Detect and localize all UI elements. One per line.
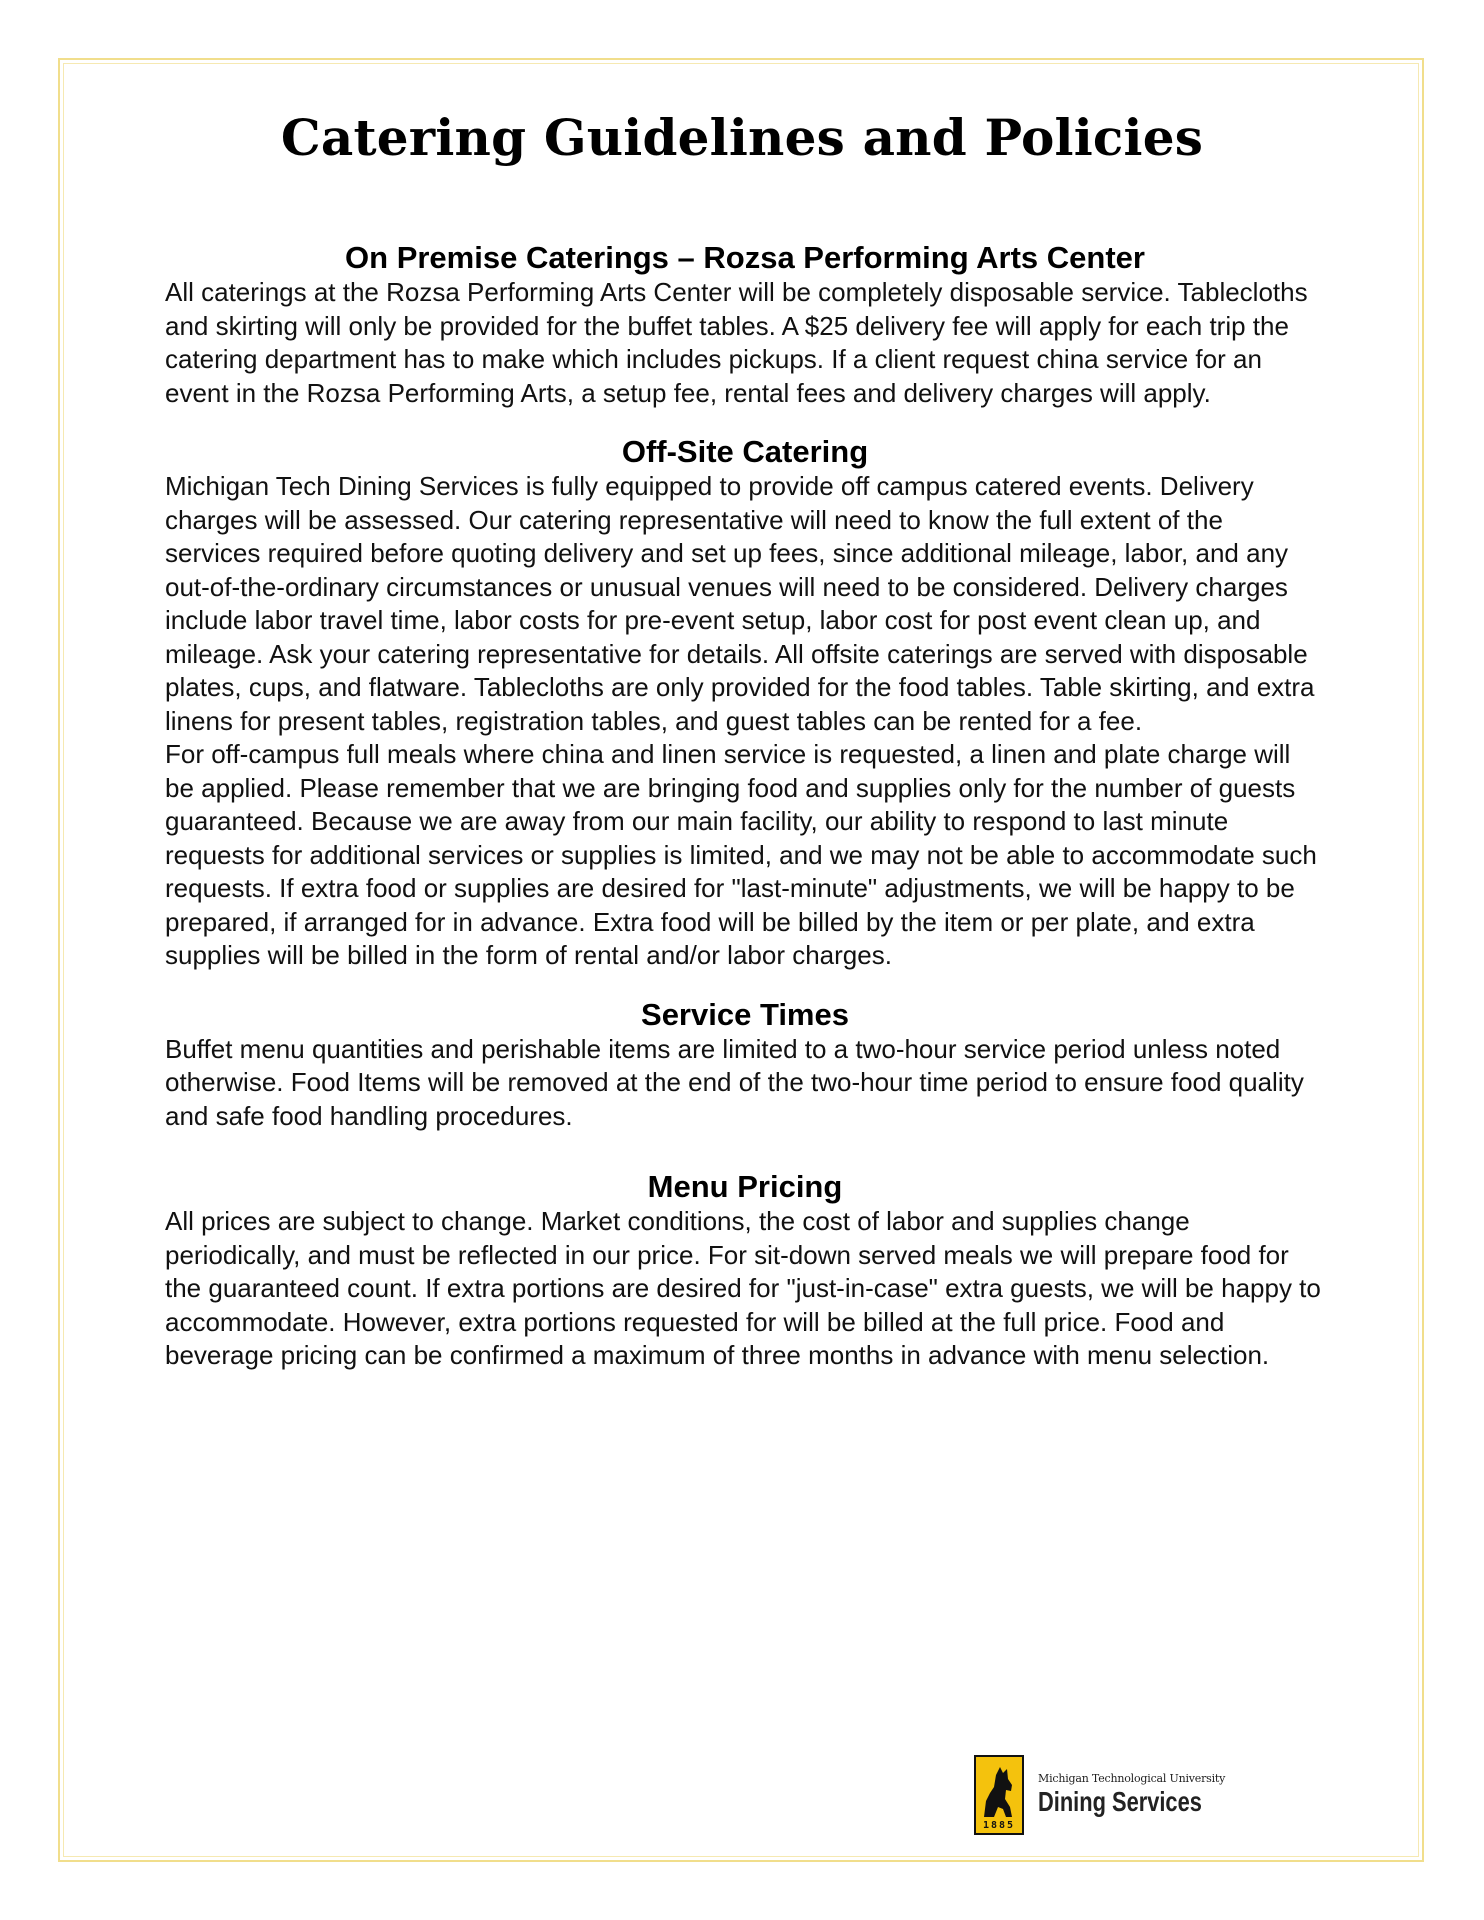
section-heading: On Premise Caterings – Rozsa Performing Arts Center [345,240,1145,275]
logo-text [1038,1772,1248,1818]
dining-services-logo [974,1755,1248,1835]
logo-name: Dining Services [1038,1786,1202,1817]
document-body [165,240,1325,1373]
section-paragraph: All prices are subject to change. Market conditions, the cost of labor and supplies change periodically, and must be reflected in our price. For sit-down served meals we will prepare food for the guaranteed count. If extra portions are desired for "just-in-case" extra guests, we will be happy to accommodate. However, extra portions requested for will be billed at the full price. Food and beverage pricing can be confirmed a maximum of three months in advance with menu selection. [165,1206,1321,1370]
section-paragraph: Michigan Tech Dining Services is fully equipped to provide off campus catered events. Delivery charges will be assessed. Our catering representative will need to know the full extent of the services required before quoting delivery and set up fees, since additional mileage, labor, and any out-of-the-ordinary circumstances or unusual venues will need to be considered. Delivery charges include labor travel time, labor costs for pre-event setup, labor cost for post event clean up, and mileage. Ask your catering representative for details. All offsite caterings are served with disposable plates, cups, and flatware. Tablecloths are only provided for the food tables. Table skirting, and extra linens for present tables, registration tables, and guest tables can be rented for a fee. [165,471,1315,736]
section-paragraph: Buffet menu quantities and perishable items are limited to a two-hour service period unless noted otherwise. Food Items will be removed at the end of the two-hour time period to ensure food quality and safe food handling procedures. [165,1033,1304,1131]
logo-university: Michigan Technological University [1038,1772,1226,1785]
page-title: Catering Guidelines and Policies [280,108,1204,167]
section-heading: Menu Pricing [647,1169,843,1204]
section-heading: Service Times [641,996,849,1032]
logo-year: 1885 [982,1820,1016,1831]
section-service-times [165,997,1325,1134]
logo-mark [974,1755,1024,1835]
section-heading: Off-Site Catering [621,434,869,469]
section-paragraph: All caterings at the Rozsa Performing Arts Center will be completely disposable service. Tablecloths and skirting will only be provided for the buffet tables. A $25 delivery fee will apply for each trip the catering department has to make which includes pickups. If a client request china service for an event in the Rozsa Performing Arts, a setup fee, rental fees and delivery charges will apply. [165,277,1308,408]
section-off-site [165,434,1325,973]
section-on-premise [165,240,1325,410]
section-menu-pricing [165,1169,1325,1373]
section-paragraph: For off-campus full meals where china and linen service is requested, a linen and plate charge will be applied. Please remember that we are bringing food and supplies only for the number of guests guaranteed. Because we are away from our main facility, our ability to respond to last minute requests for additional services or supplies is limited, and we may not be able to accommodate such requests. If extra food or supplies are desired for "last-minute" adjustments, we will be happy to be prepared, if arranged for in advance. Extra food will be billed by the item or per plate, and extra supplies will be billed in the form of rental and/or labor charges. [165,739,1317,970]
